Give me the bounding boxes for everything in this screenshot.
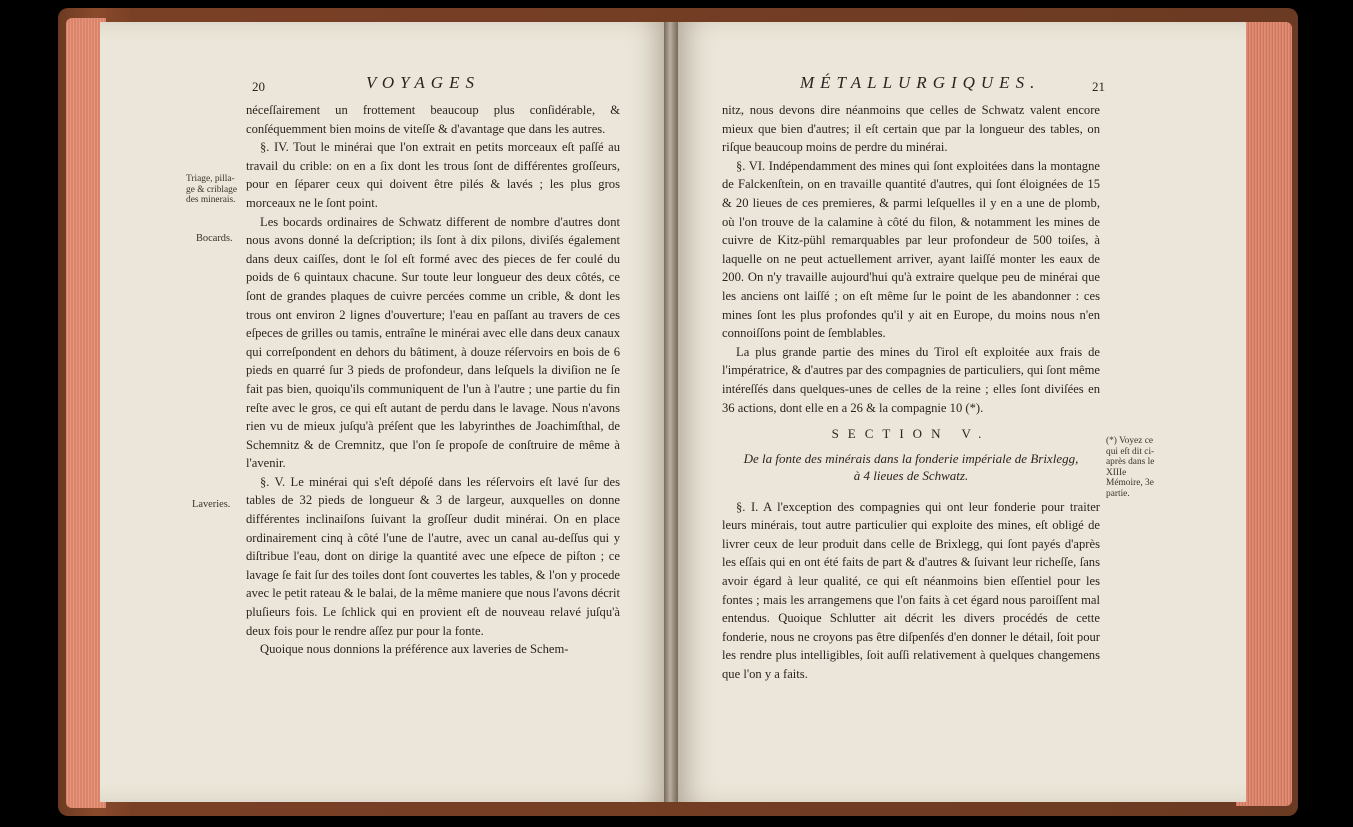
margin-note-triage: Triage, pilla-ge & criblage des minerais. — [186, 174, 238, 206]
right-body — [722, 101, 1100, 684]
running-header: VOYAGES — [366, 73, 480, 92]
paragraph: §. VI. Indépendamment des mines qui ſont exploitées dans la montagne de Falckenſtein, on en travaille quantité d'autres, qui ſont éloignées de 15 & 20 lieues de ces premieres, & parmi leſquelles il y en a une de plomb, où l'on trouve de la calamine à côté du filon, & notamment les mines de cuivre de Kitz-pühl remarquables par leur profondeur de 500 toiſes, à laquelle on ne peut actuellement arriver, ayant laiſſé monter les eaux de 200. On n'y travaille aujourd'hui qu'à extraire quelque peu de minérai que les anciens ont laiſſé ; on eſt même ſur le point de les abandonner : ces mines ſont les plus profondes qu'il y ait en Europe, du moins nous n'en connoiſſons point de ſemblables. — [722, 158, 1100, 341]
right-page — [672, 22, 1246, 802]
book-gutter — [664, 22, 678, 802]
margin-note-bocards: Bocards. — [196, 233, 233, 244]
section-subtitle-line-2: à 4 lieues de Schwatz. — [853, 467, 969, 483]
paragraph: §. I. A l'exception des compagnies qui ont leur fonderie pour traiter leurs minérais, tout autre particulier qui exploite des mines, eſt obligé de livrer ceux de leur produit dans celle de Brixlegg, qui ſont payés d'après les eſſais qui en ont été faits de part & d'autres & ſuivant leur richeſſe, ſans avoir égard à leur qualité, ce qui eſt néanmoins bien eſſentiel pour les fontes ; mais les arrangemens que l'on faits à cet égard nous paroiſſent mal entendus. Quoique Schlutter ait décrit les divers procédés de cette fonderie, nous ne croyons pas être diſpenſés d'en donner le détail, ſoit pour les rendre plus intelligibles, ſoit auſſi relativement à quelques changemens que l'on y a faits. — [722, 499, 1100, 682]
paragraph: §. V. Le minérai qui s'eſt dépoſé dans les réſervoirs eſt lavé ſur des tables de 32 pieds de longueur & 3 de largeur, auxquelles on donne différentes inclinaiſons ſuivant la groſſeur dudit minérai. On en place ordinairement cinq à côté l'une de l'autre, avec un canal au-deſſus qui y diſtribue l'eau, dont on dirige la quantité avec une eſpece de piſton ; ce lavage ſe fait ſur des toiles dont ſont couvertes les tables, & l'on y procede avec le petit rateau & le balai, de la même maniere que nous l'avons décrit pluſieurs fois. Le ſchlick qui en provient eſt de nouveau relavé juſqu'à deux fois pour le rendre aſſez pur pour la fonte. — [246, 474, 620, 638]
paragraph: La plus grande partie des mines du Tirol eſt exploitée aux frais de l'impératrice, & d'autres par des compagnies de particuliers, qui ſont même intéreſſés dans quelques-unes de celles de la reine ; elles ſont diviſées en 36 actions, dont elle en a 26 & la compagnie 10 (*). — [722, 344, 1100, 415]
section-title: SECTION V. — [831, 426, 991, 442]
running-header: MÉTALLURGIQUES. — [800, 73, 1041, 92]
paragraph: Quoique nous donnions la préférence aux laveries de Schem- — [260, 642, 569, 657]
section-subtitle — [722, 450, 1100, 484]
paragraph: nitz, nous devons dire néanmoins que celles de Schwatz valent encore mieux que bien d'autres; il eſt certain que par la longueur des tables, on riſque beaucoup moins de perdre du minérai. — [722, 103, 1100, 155]
left-body — [246, 101, 620, 659]
page-number: 21 — [1092, 79, 1105, 94]
page-number: 20 — [252, 79, 265, 94]
paragraph: Les bocards ordinaires de Schwatz different de nombre d'autres dont nous avons donné la deſcription; ils ſont à dix pilons, diviſés également dans deux caiſſes, dont le ſol eſt formé avec des pieces de fer coulé du poids de 6 quintaux chacune. Sur toute leur longueur des deux côtés, ce ſont de grandes plaques de cuivre percées comme un crible, & dont les trous ont environ 2 lignes d'ouverture; l'eau en paſſant au travers de ces eſpeces de grilles ou tamis, entraîne le minérai avec elle dans deux canaux qui correſpondent en dehors du bâtiment, à douze réſervoirs en bois de 6 pieds en quarré ſur 3 pieds de profondeur, dans leſquels la diviſion ne ſe fait pas bien, quoiqu'ils communiquent de l'un à l'autre ; une partie du fin reſte avec le gros, ce qui eſt autant de perdu dans le lavage. Nous n'avons rien vu de mieux juſqu'à préſent que les labyrinthes de Joachimſthal, de Schemnitz & de Cremnitz, que l'on ſe propoſe de conſtruire de même à l'avenir. — [246, 214, 620, 471]
margin-note-laveries: Laveries. — [192, 499, 231, 510]
footnote: (*) Voyez ce qui eſt dit ci-après dans le XIIIe Mémoire, 3e partie. — [1106, 436, 1155, 499]
section-subtitle-line-1: De la fonte des minérais dans la fonderie impériale de Brixlegg, — [743, 450, 1079, 466]
paragraph: §. IV. Tout le minérai que l'on extrait en petits morceaux eſt paſſé au travail du crible: on en a ſix dont les trous ſont de différentes groſſeurs, pour en ſéparer ceux qui doivent être pilés & lavés ; les plus gros morceaux ne le ſont point. — [246, 140, 620, 210]
left-page — [100, 22, 672, 802]
paragraph: néceſſairement un frottement beaucoup plus conſidérable, & conſéquemment bien moins de viteſſe & d'avantage que dans les autres. — [246, 103, 620, 136]
